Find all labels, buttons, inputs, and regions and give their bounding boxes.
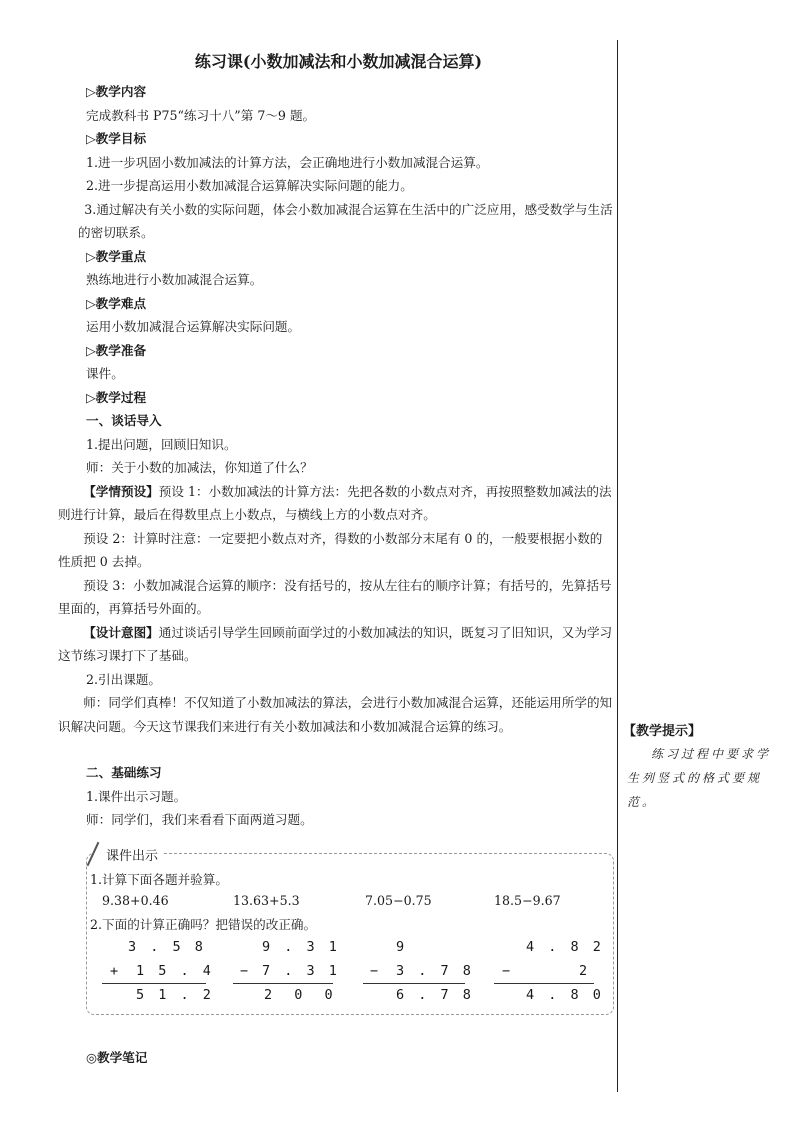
vertical-operator: − <box>240 963 249 979</box>
section-heading: ▷教学准备 <box>86 342 147 358</box>
vertical-top: 4 . 8 2 <box>526 939 601 955</box>
vertical-second: 7 . 3 1 <box>262 963 337 979</box>
vertical-rule <box>233 983 333 984</box>
paragraph-text: 通过谈话引导学生回顾前面学过的小数加减法的知识，既复习了旧知识，又为学习这节练习课打下了基础。 <box>58 624 613 663</box>
sidebar-title: 【教学提示】 <box>623 724 702 739</box>
vertical-operator: − <box>502 963 511 979</box>
paragraph: 运用小数加减混合运算解决实际问题。 <box>86 319 301 334</box>
sidebar-text: 练习过程中要求学生列竖式的格式要规范。 <box>627 747 772 809</box>
courseware-tag <box>92 845 162 864</box>
vertical-result: 6 . 7 8 <box>396 987 471 1003</box>
vertical-operator: − <box>370 963 379 979</box>
vertical-rule <box>363 983 465 984</box>
paragraph: 师：同学们，我们来看看下面两道习题。 <box>86 812 313 827</box>
paragraph: 2.进一步提高运用小数加减混合运算解决实际问题的能力。 <box>86 178 413 193</box>
vertical-top: 3 . 5 8 <box>128 939 203 955</box>
vertical-result: 4 . 8 0 <box>526 987 601 1003</box>
section-heading: ▷教学难点 <box>86 295 147 311</box>
main-content <box>58 80 614 832</box>
margin-divider <box>617 40 618 1092</box>
paragraph: 1.进一步巩固小数加减法的计算方法，会正确地进行小数加减混合运算。 <box>86 154 489 170</box>
section-heading: ▷教学过程 <box>86 389 147 405</box>
expression-1: 9.38+0.46 <box>102 893 169 908</box>
vertical-operator: + <box>110 963 119 979</box>
part-heading: 一、谈话导入 <box>86 413 162 428</box>
paragraph: 师：关于小数的加减法，你知道了什么？ <box>86 460 313 475</box>
section-heading: ▷教学目标 <box>86 131 147 146</box>
paragraph: 完成教科书 P75“练习十八”第 7～9 题。 <box>86 107 316 123</box>
courseware-tag-label: 课件出示 <box>106 849 159 864</box>
section-heading: ▷教学内容 <box>86 84 147 99</box>
paragraph: 师：同学们真棒！不仅知道了小数加减法的算法，会进行小数加减混合运算，还能运用所学的知识解决问题。今天这节课我们来进行有关小数加减法和小数加减混合运算的练习。 <box>58 695 613 734</box>
page-title: 练习课(小数加减法和小数加减混合运算) <box>194 52 483 71</box>
question-1: 1.计算下面各题并验算。 <box>90 872 228 887</box>
tag-label: 【设计意图】 <box>83 624 159 640</box>
vertical-result: 5 1 . 2 <box>136 987 211 1003</box>
vertical-result: 2 0 0 <box>264 987 333 1003</box>
expression-4: 18.5−9.67 <box>494 893 561 908</box>
expression-3: 7.05−0.75 <box>365 893 432 908</box>
vertical-rule <box>494 983 594 984</box>
question-2: 2.下面的计算正确吗？把错误的改正确。 <box>90 917 317 932</box>
paragraph: 熟练地进行小数加减混合运算。 <box>86 272 263 287</box>
vertical-top: 9 . 3 1 <box>262 939 337 955</box>
vertical-top: 9 <box>396 939 405 955</box>
section-heading: ▷教学重点 <box>86 248 147 264</box>
paragraph-text: 预设 1：小数加减法的计算方法：先把各数的小数点对齐，再按照整数加减法的法则进行计算，最后在得数里点上小数点，与横线上方的小数点对齐。 <box>58 483 612 522</box>
tag-label: 【学情预设】 <box>83 483 159 499</box>
vertical-second: 2 <box>579 963 588 979</box>
paragraph: 课件。 <box>86 366 124 381</box>
paragraph: 预设 2：计算时注意：一定要把小数点对齐，得数的小数部分末尾有 0 的，一般要根据小数的性质把 0 去掉。 <box>58 530 603 569</box>
vertical-second: 3 . 7 8 <box>396 963 471 979</box>
expression-2: 13.63+5.3 <box>233 893 300 908</box>
vertical-second: 1 5 . 4 <box>136 963 211 979</box>
paragraph: 3.通过解决有关小数的实际问题，体会小数加减混合运算在生活中的广泛应用，感受数学与生活的密切联系。 <box>78 201 613 240</box>
paragraph: 预设 3：小数加减混合运算的顺序：没有括号的，按从左往右的顺序计算；有括号的，先算括号里面的，再算括号外面的。 <box>58 577 612 616</box>
part-heading: 二、基础练习 <box>86 765 162 780</box>
paragraph: 1.提出问题，回顾旧知识。 <box>86 436 237 452</box>
teaching-notes-heading: ◎教学笔记 <box>86 1050 148 1065</box>
paragraph <box>58 621 614 668</box>
vertical-rule <box>102 983 206 984</box>
paragraph <box>58 480 614 527</box>
paragraph: 1.课件出示习题。 <box>86 788 187 804</box>
paragraph: 2.引出课题。 <box>86 671 161 687</box>
